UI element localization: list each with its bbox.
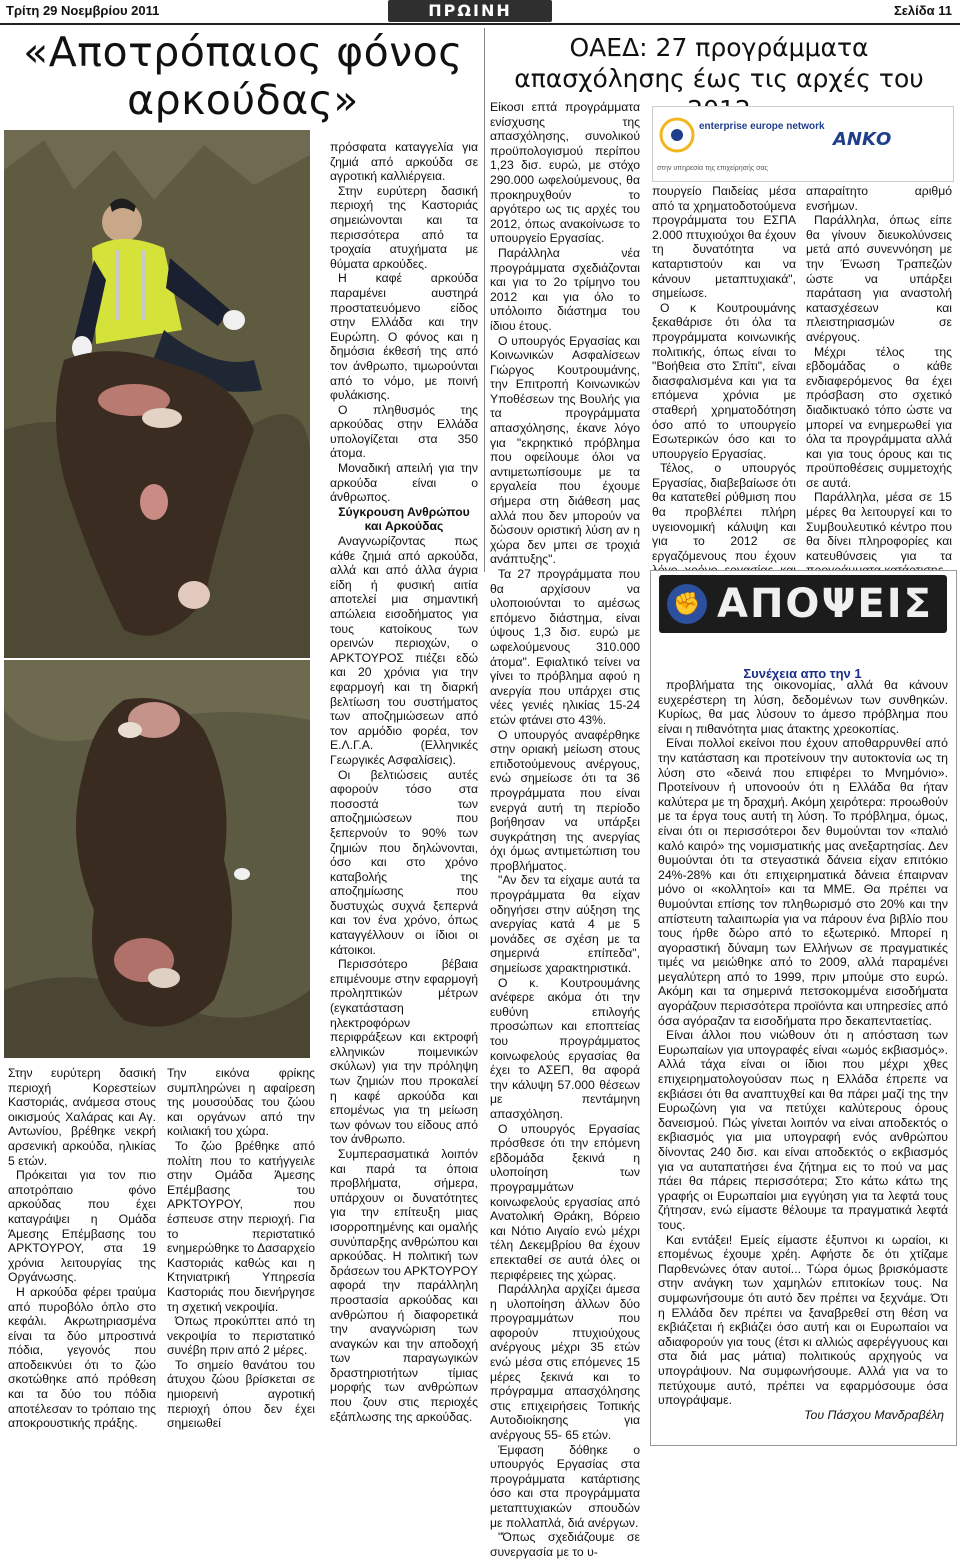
body-paragraph: Ο υπουργός αναφέρθηκε στην οριακή μείωση στους επιδοτούμενους ανέργους, ενώ σημείωσε ότι τα 36 προγράμματα που είναι ενεργά αυτή τη περίοδο βοήθησαν να υπάρξει συγκράτηση της ανεργίας όχι όμως αντιμετώπιση του προβλήματος. [490, 727, 640, 873]
body-paragraph: πουργείο Παιδείας μέσα από τα χρηματοδοτούμενα προγράμματα του ΕΣΠΑ 2.000 πτυχιούχοι θα έχουν τη δυνατότητα να καταρτιστούν και να κάνουν μεταπτυχιακά", σημείωσε. [652, 184, 796, 301]
body-paragraph: Παράλληλα, όπως είπε θα γίνουν διευκολύνσεις μετά από συνεννόηση με την Ένωση Τραπεζών ώστε να υπάρξει παράταση για αναστολή κατασχέσεων και πλειστηριασμών σε ανέργους. [806, 213, 952, 344]
page-number: Σελίδα 11 [893, 3, 952, 18]
body-paragraph: Ο κ Κουτρουμάνης ξεκαθάρισε ότι όλα τα προγράμματα κοινωνικής πολιτικής, όπως είναι το "Βοήθεια στο Σπίτι", είναι διασφαλισμένα και για τα επόμενα χρόνια με σταθερή χρηματοδότηση όσο από το υπουργείο Εσωτερικών όσο και το υπουργείο Εργασίας. [652, 300, 796, 461]
body-paragraph: Τα 27 προγράμματα που θα αρχίσουν να υλοποιούνται το αμέσως επόμενο διάστημα, είναι ύψους 1,3 δισ. ευρώ με ωφελούμενους 310.000 άτομα". Εφιαλτικό τείνει να γίνει το πρόβλημα αφού η ανεργία που υπάρχει στις νέες γενιές ηλικίας 15-24 ετών φτάνει στο 43%. [490, 567, 640, 727]
body-paragraph: Παράλληλα, μέσα σε 15 μέρες θα λειτουργεί και το Συμβουλευτικό κέντρο που θα δίνει πληροφορίες και κατευθύνσεις για τα [806, 490, 952, 563]
opinion-paragraph: Και εντάξει! Εμείς είμαστε έξυπνοι κι ωραίοι, κι επομένως έχουμε χρέη. Αφήστε δε ότι χτίζαμε Παρθενώνες όταν αυτοί... Τώρα όμως βρισκόμαστε στην ανάγκη των χαμηλών επιτοκίων τους. Να συμφωνήσουμε ότι αυτό δεν πρέπει να ξεχνάμε. Ότι η Ελλάδα δεν πρέπει να ξαναβρεθεί στη θέση να εκβιάζεται ή εκβιάζει όσο αυτή και οι Ευρωπαίοι να αδιαφορούν για τους (έτσι κι αλλιώς αφερέγγυους και στα διά μας μάτια) πολιτικούς αρχηγούς να υπογράψουν. Να συμφωνήσουμε. Αλλά για να το πετύχουμε αυτό, πρέπει να εφαρμόσουμε όσα υπογράψαμε. [658, 1232, 948, 1408]
body-paragraph: Μοναδική απειλή για την αρκούδα είναι ο άνθρωπος. [330, 461, 478, 505]
column-divider [484, 28, 485, 572]
photo-bear-carcass [4, 660, 310, 1058]
opinion-paragraph: προβλήματα της οικονομίας, αλλά θα κάνουν ευχερέστερη τη λύση, δεδομένων των συνθηκών. Κυρίως, θα μας λύσουν το άμεσο πρόβλημα που είναι η πιθανότητα μιας άτακτης χρεοκοπίας. [658, 678, 948, 736]
body-paragraph: Στην ευρύτερη δασική περιοχή της Καστοριάς σημειώνονται και τα περισσότερα από τα τροχαία ατυχήματα με θύματα αρκούδες. [330, 183, 478, 271]
opinion-paragraph: Είναι άλλοι που νιώθουν ότι η απόσταση των Ευρωπαίων για υπογραφές είναι «ωμός εκβιασμός». Αλλά τάχα είναι οι ίδιοι που μέχρι χθες επιχειρηματολογούσαν πως η Ελλάδα έπρεπε να εκβιάσει ότι θα αναπτυχθεί και θα πάρει μαζί της την Ευρωζώνη για να πετύχει καλύτερους όρους δανεισμού. Πώς γίνεται λοιπόν να είναι αποδεκτός ο εκβιασμός για μια υπογραφή ενός ανθρώπου δίνοντας 240 δισ. και είναι αποδεκτός ο εκβιασμός για να αυταπατήσει ένα ζήτημα εις το πού να μας πάει θα πάρεις περισσότερα; Στο κάτω κάτω της γραφής οι Ευρωπαίοι μια εγγύηση για τα λεφτά τους ζήτησαν, ενώ είμαστε θέλουμε τα πραγματικά λεφτά τους. [658, 1028, 948, 1232]
body-paragraph: Συμπερασματικά λοιπόν και παρά τα όποια προβλήματα, σήμερα, υπάρχουν οι δυνατότητες για την επίτευξη μιας ισορροπημένης και ομαλής συνύπαρξης ανθρώπου και αρκούδας. Η πολιτική των δράσεων του ΑΡΚΤΟΥΡΟΥ αφορά την παράλληλη προστασία αρκούδας και ανθρώπου ή διαφορετικά την αναγνώριση των αναγκών και την αποδοχή των παραγωγικών δραστηριοτήτων τίμιας μορφής των ανθρώπων που ζουν στις περιοχές εξάπλωσης της αρκούδας. [330, 1146, 478, 1424]
body-paragraph: Οι βελτιώσεις αυτές αφορούν τόσο στα ποσοστά των αποζημιώσεων που ξεπερνούν το 90% των ζημιών που δηλώνονται, όσο και στο χρόνο καταβολής της αποζημίωσης που δυστυχώς συχνά ξεπερνά και τον ένα χρόνο, όπως καταγγέλλουν οι ίδιοι οι κάτοικοι. [330, 767, 478, 957]
opinions-banner-title: ΑΠΟΨΕΙΣ [717, 581, 933, 627]
een-star-icon [657, 113, 697, 163]
oaed-column-2 [652, 184, 796, 593]
body-paragraph: "Όπως σχεδιάζουμε σε συνεργασία με το υ- [490, 1530, 640, 1559]
body-paragraph: Παράλληλα νέα προγράμματα σχεδιάζονται και για το 2ο τρίμηνο του 2012 και για όλο το υπόλοιπο διάστημα του ίδιου έτους. [490, 245, 640, 333]
body-paragraph: Ο υπουργός Εργασίας πρόσθεσε ότι την επόμενη εβδομάδα ξεκινά η υλοποίηση των προγραμμάτων κοινωφελούς εργασίας από Ανατολική Θράκη, Βόρειο και Νότιο Αιγαίο ενώ μέχρι τέλη Δεκεμβρίου θα έχουν επεκταθεί σε αυτά όλες οι περιφέρειες της χώρας. [490, 1121, 640, 1282]
logo-tagline: στην υπηρεσία της επιχείρησής σας [657, 165, 768, 172]
photo-carcass-illustration [4, 660, 310, 1058]
oaed-column-1 [490, 100, 640, 1559]
oaed-column-3 [806, 184, 952, 578]
body-paragraph: Είκοσι επτά προγράμματα ενίσχυσης της απασχόλησης, συνολικού προϋπολογισμού περίπου 1,23 δισ. ευρώ, με στόχο 290.000 ωφελούμενους, θα προκηρυχθούν το αργότερο ως τις αρχές του 2012, όπως ανακοίνωσε το υπουργείο Εργασίας. [490, 100, 640, 246]
oaed-article-title: ΟΑΕΔ: 27 προγράμματα απασχόλησης έως τις αρχές του [514, 33, 924, 93]
caption-paragraph: Όπως προκύπτει από τη νεκροψία το περιστατικό συνέβη πριν από 2 μέρες. [167, 1314, 315, 1358]
body-paragraph: Ο υπουργός Εργασίας και Κοινωνικών Ασφαλίσεων Γιώργος Κουτρουμάνης, την Επιτροπή Κοινωνικών Υποθέσεων της Βουλής για τα προγράμματα απασχόλησης, έκανε λόγο για "εκρηκτικό πρόβλημα που οφείλουμε όλοι να αντιμετωπίσουμε με τα εργαλεία που έχουμε σήμερα στη διάθεση μας αλλά που δεν μπορούν να δώσουν οριστική λύση αν η χώρα δεν μπει σε τροχιά ανάπτυξης". [490, 333, 640, 567]
opinions-banner [659, 575, 947, 633]
body-paragraph: Περισσότερο βέβαια επιμένουμε στην εφαρμογή προληπτικών μέτρων (εγκατάσταση ηλεκτροφόρων περιφράξεων και εκτροφή ελληνικών ποιμενικών σκύλων) για την πρόληψη των ζημιών που προκαλεί η καφέ αρκούδα και επομένως για τη μείωση των φόνων του είδους από τον άνθρωπο. [330, 957, 478, 1147]
issue-date: Τρίτη 29 Νοεμβρίου 2011 [6, 3, 160, 18]
author-byline: Του Πάσχου Μανδραβέλη [804, 1407, 944, 1422]
photo-officer-with-bear [4, 130, 310, 658]
caption-paragraph: Την εικόνα φρίκης συμπληρώνει η αφαίρεση της μουσούδας του ζώου και οργάνων από την κοιλιακή του χώρα. [167, 1066, 315, 1139]
body-paragraph: Τέλος, ο υπουργός Εργασίας, διαβεβαίωσε ότι θα κατατεθεί ρύθμιση που θα προβλέπει πλήρη υγειονομική κάλυψη και για το 2012 σε εργαζόμενους που έχουν [652, 461, 796, 563]
body-paragraph: Έμφαση δόθηκε ο υπουργός Εργασίας στα προγράμματα κατάρτισης όσο και στα προγράμματα μεταπτυχιακών σπουδών με πολλαπλά, διά ανέργων. [490, 1442, 640, 1530]
body-paragraph: Μέχρι τέλος της εβδομάδας ο κάθε ενδιαφερόμενος θα έχει πρόσβαση στο σχετικό διαδικτυακό τόπο ώστε να μπορεί να ενημερωθεί για όλα τα προγράμματα αλλά και για τους όρους και τις προϋποθέσεις συμμετοχής σε αυτά. [806, 344, 952, 490]
body-paragraph: απαραίτητο αριθμό ενσήμων. [806, 184, 952, 213]
page-header [0, 0, 960, 22]
anko-logo-text: ΑΝΚΟ [833, 129, 892, 150]
continued-from-label: Συνέχεια απο την 1 [743, 666, 862, 681]
header-rule [0, 23, 960, 25]
body-paragraph: Αναγνωρίζοντας πως κάθε ζημιά από αρκούδα, αλλά και από άλλα άγρια είδη ή φυσική αιτία αποτελεί μια σημαντική απώλεια εισοδήματος για τους κατοίκους των ορεινών περιοχών, ο ΑΡΚΤΟΥΡΟΣ πιέζει εδώ και 20 χρόνια για την εφαρμογή και τη διαρκή βελτίωση του συστήματος των αποζημιώσεων από τον αρμόδιο φορέα, τον Ε.Λ.Γ.Α. (Ελληνικές Γεωργικές Ασφαλίσεις). [330, 534, 478, 767]
body-paragraph: Ο κ. Κουτρουμάνης ανέφερε ακόμα ότι την ευθύνη επιλογής προσώπων και εποπτείας του προγράμματος κοινωφελούς εργασίας θα έχει το ΑΣΕΠ, θα αφορά την κάλυψη 57.000 θέσεων με πεντάμηνη απασχόληση. [490, 975, 640, 1121]
een-logo-text: enterprise europe network [699, 121, 825, 132]
opinion-paragraph: Είναι πολλοί εκείνοι που έχουν αποθαρρυνθεί από την κατάσταση και προτείνουν την αυτοκτονία ως τη λύση στο «δεινά που επιφέρει το Μνημόνιο». Προτείνουν ή υπονοούν ότι η Ελλάδα θα ήταν καλύτερα με τη δραχμή. Ακόμη χειρότερα: προωθούν με τα έργα τους αυτή τη λύση. Το πρόβλημα, όμως, είναι ότι οι περισσότεροι δεν θυμούνται τον «παλιό καλό καιρό» της νομισματικής μας ανεξαρτησίας. Δεν θυμούνται ότι τα στεγαστικά δάνεια είχαν επιτόκιο 24%-28% και ότι επιχειρηματικά δάνεια έπαιρναν μόνο οι «κολλητοί» και τα ΜΜΕ. Θα πρέπει να θυμούνται επίσης τον πληθωρισμό στο 20% και την απίστευτη ταλαιπωρία για να πάρουν ένα βιβλίο που τους ήρθε δώρο από το εξωτερικό. Μπορεί η αγοραστική δύναμη των Ελλήνων σε πραγματικές τιμές να μειώθηκε από το 2009, αλλά παραμένει μεγαλύτερη από το 1999, πριν μπούμε στο ευρώ. Ακόμη και τα σημερινά πετσοκομμένα εισοδήματα αγοράζουν περισσότερα προϊόντα και υπηρεσίες από όσα αγόραζαν τα εισοδήματα προ δεκαπενταετίας. [658, 736, 948, 1028]
opinions-text [658, 678, 948, 1422]
photo-officer-illustration [4, 130, 310, 658]
body-paragraph: Η καφέ αρκούδα παραμένει αυστηρά προστατευόμενο είδος στην Ελλάδα και την Ευρώπη. Ο φόνος και η δημόσια έκθεσή της από τον άνθρωπο, τιμωρούνται από το νόμο, με ποινή φυλάκισης. [330, 271, 478, 403]
caption-paragraph: Πρόκειται για τον πιο αποτρόπαιο φόνο αρκούδας που έχει καταγράψει η Ομάδα Άμεσης Επέμβασης του ΑΡΚΤΟΥΡΟΥ, στα 19 χρόνια λειτουργίας της Οργάνωσης. [8, 1168, 156, 1285]
caption-paragraph: Το ζώο βρέθηκε από πολίτη που το κατήγγειλε στην Ομάδα Άμεσης Επέμβασης του ΑΡΚΤΟΥΡΟΥ, που έσπευσε στην περιοχή. Για το περιστατικό ενημερώθηκε το Δασαρχείο Καστοριάς καθώς και η Κτηνιατρική Υπηρεσία Καστοριάς που διενήργησε τη σχετική νεκροψία. [167, 1138, 315, 1314]
body-paragraph: Παράλληλα αρχίζει άμεσα η υλοποίηση άλλων δύο προγραμμάτων που αφορούν πτυχιούχους ανέργους μέχρι 35 ετών ενώ μέσα στις επόμενες 15 μέρες ξεκινά και το πρόγραμμα απασχόλησης στις επιχειρήσεις Τοπικής Αυτοδιοίκησης για ανέργους 55- 65 ετών. [490, 1282, 640, 1443]
caption-column-1 [8, 1066, 156, 1431]
bear-article-title: «Αποτρόπαιος φόνος αρκούδας» [23, 28, 463, 124]
partner-logos [652, 106, 954, 182]
caption-paragraph: Στην ευρύτερη δασική περιοχή Κορεστείων Καστοριάς, ανάμεσα στους οικισμούς Χαλάρας και Αγ. Αντωνίου, βρέθηκε νεκρή αρσενική αρκούδα, ηλικίας 5 ετών. [8, 1066, 156, 1168]
body-paragraph: πρόσφατα καταγγελία για ζημιά από αρκούδα σε αγροτική καλλιέργεια. [330, 140, 478, 184]
caption-paragraph: Η αρκούδα φέρει τραύμα από πυροβόλο όπλο στο κεφάλι. Ακρωτηριασμένα είναι τα δύο μπροστινά πόδια, γεγονός που αποδεικνύει ότι το ζώο σκοτώθηκε από πρόθεση και τα δύο του πόδια αποτέλεσαν το τρόπαιο της αποκρουστικής πράξης. [8, 1284, 156, 1431]
caption-column-2 [167, 1066, 315, 1431]
bear-photos [4, 130, 310, 1058]
newspaper-logo: ΠΡΩΙΝΗ [388, 0, 552, 22]
body-paragraph: "Αν δεν τα είχαμε αυτά τα προγράμματα θα είχαν οδηγήσει στην αύξηση της ανεργίας κατά 4 με 5 μονάδες σε σχέση με τα σημερινά επίπεδα", σημείωσε χαρακτηριστικά. [490, 873, 640, 976]
fist-icon: ✊ [667, 584, 707, 624]
body-paragraph: Ο πληθυσμός της αρκούδας στην Ελλάδα υπολογίζεται στα 350 άτομα. [330, 402, 478, 461]
subheading: Σύγκρουση Ανθρώπου και Αρκούδας [338, 504, 470, 534]
caption-paragraph: Το σημείο θανάτου του άτυχου ζώου βρίσκεται σε ημιορεινή αγροτική περιοχή όπου δεν έχει σημειωθεί [167, 1357, 315, 1431]
bear-article-body [330, 140, 478, 1424]
